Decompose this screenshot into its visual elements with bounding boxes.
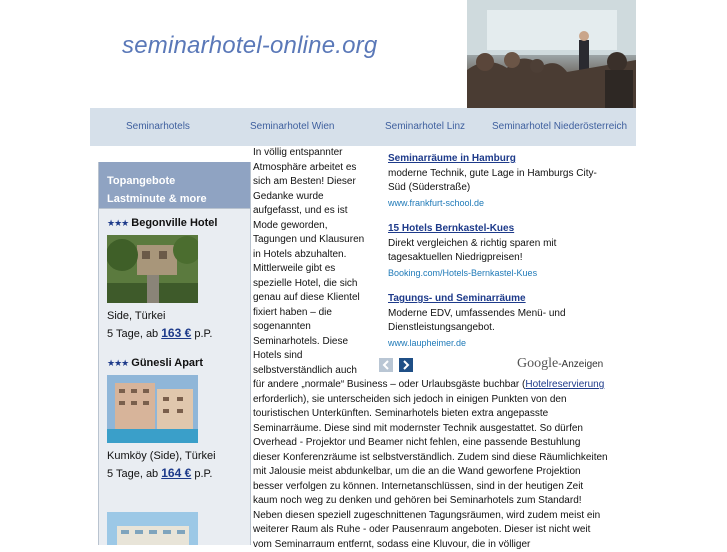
ad-description: Direkt vergleichen & richtig sparen mit tagesaktuellen Niedrigpreisen! <box>388 237 557 263</box>
header-photo <box>467 0 636 108</box>
star-rating: ★★★ <box>107 218 129 228</box>
ad-description: Moderne EDV, umfassendes Menü- und Dienstleistungsangebot. <box>388 307 566 333</box>
ad-pager <box>379 358 415 376</box>
hotel-offer[interactable] <box>107 357 247 480</box>
ad-item[interactable] <box>388 222 608 280</box>
ad-url[interactable]: www.frankfurt-school.de <box>388 197 485 208</box>
ad-url[interactable]: www.laupheimer.de <box>388 337 467 348</box>
hotel-price-line: 5 Tage, ab 164 € p.P. <box>107 466 213 480</box>
nav-item-seminarhotel-wien[interactable]: Seminarhotel Wien <box>250 121 335 132</box>
hotel-price-line: 5 Tage, ab 163 € p.P. <box>107 326 213 340</box>
ad-description: moderne Technik, gute Lage in Hamburgs City-Süd (Süderstraße) <box>388 167 597 193</box>
hotel-thumbnail[interactable] <box>107 512 198 545</box>
hotelreservierung-link[interactable]: Hotelreservierung <box>525 379 605 390</box>
chevron-right-icon[interactable] <box>399 358 413 372</box>
ad-item[interactable] <box>388 292 608 350</box>
hotel-price-link[interactable]: 163 € <box>161 326 192 340</box>
sidebar-divider <box>99 208 250 209</box>
chevron-left-icon[interactable] <box>379 358 393 372</box>
hotel-price-link[interactable]: 164 € <box>161 466 192 480</box>
main-nav <box>90 108 636 146</box>
ad-title[interactable]: Tagungs- und Seminarräume <box>388 293 526 304</box>
nav-item-seminarhotel-linz[interactable]: Seminarhotel Linz <box>385 121 466 132</box>
hotel-name[interactable]: Günesli Apart <box>131 357 203 369</box>
nav-item-seminarhotel-niederoesterreich[interactable]: Seminarhotel Niederösterreich <box>492 121 628 132</box>
site-logo[interactable]: seminarhotel-online.org <box>122 32 378 59</box>
hotel-location: Side, Türkei <box>107 310 166 322</box>
ad-item[interactable] <box>388 152 608 210</box>
google-ads-label[interactable]: Google-Anzeigen <box>517 356 604 371</box>
page <box>90 0 636 550</box>
hotel-name[interactable]: Begonville Hotel <box>131 217 218 229</box>
hotel-offer[interactable] <box>107 217 247 340</box>
header <box>90 0 636 108</box>
google-logo: Google <box>517 356 559 371</box>
sidebar-title: Topangebote Lastminute & more <box>99 162 250 208</box>
ad-url[interactable]: Booking.com/Hotels-Bernkastel-Kues <box>388 267 538 278</box>
star-rating: ★★★ <box>107 358 129 368</box>
body-text: für andere „normale“ Business – oder Urlaubsgäste buchbar (Hotelreservierung erforderlich), sie unterscheiden sich jedoch in einigen Punkten von den touristischen Unterkünften. Seminarhotels bieten extra angepasste Seminarräume. Diese sind mit modernster Technik ausgestattet. So dürfen Overhead - Projektor und Beamer nicht fehlen, eine passende Bestuhlung dieser Konferenzräume ist selbstverständlich. Zudem sind diese Räumlichkeiten mit Jalousie meist abdunkelbar, um die an die Wand geworfene Projektion besser verfolgen zu können. Internetanschlüssen, sind in der heutigen Zeit kaum noch weg zu denken und gehören bei Seminarhotels zum Standard! Neben diesen speziell zugeschnittenen Tagungsräumen, wird zudem meist ein weiterer Raum als Ruhe - oder Pausenraum angeboten. Dieser ist nicht weit vom Seminarraum entfernt, sodass eine Kluvour, die in völliger <box>253 379 608 550</box>
offers-sidebar <box>98 162 251 545</box>
hotel-location: Kumköy (Side), Türkei <box>107 450 216 462</box>
ad-title[interactable]: 15 Hotels Bernkastel-Kues <box>388 223 515 234</box>
hotel-thumbnail[interactable] <box>107 235 198 303</box>
nav-item-seminarhotels[interactable]: Seminarhotels <box>126 121 190 132</box>
hotel-thumbnail[interactable] <box>107 375 198 443</box>
ad-title[interactable]: Seminarräume in Hamburg <box>388 153 516 164</box>
intro-text: In völlig entspannter Atmosphäre arbeitet es sich am Besten! Dieser Gedanke wurde aufgefasst, und es ist Mode geworden, Tagungen und Klausuren in Hotels abzuhalten. Mittlerweile gibt es spezielle Hotel, die sich genau auf diese Klientel fixiert haben – die sogenannten Seminarhotels. Diese Hotels sind selbstverständlich auch <box>253 147 365 376</box>
